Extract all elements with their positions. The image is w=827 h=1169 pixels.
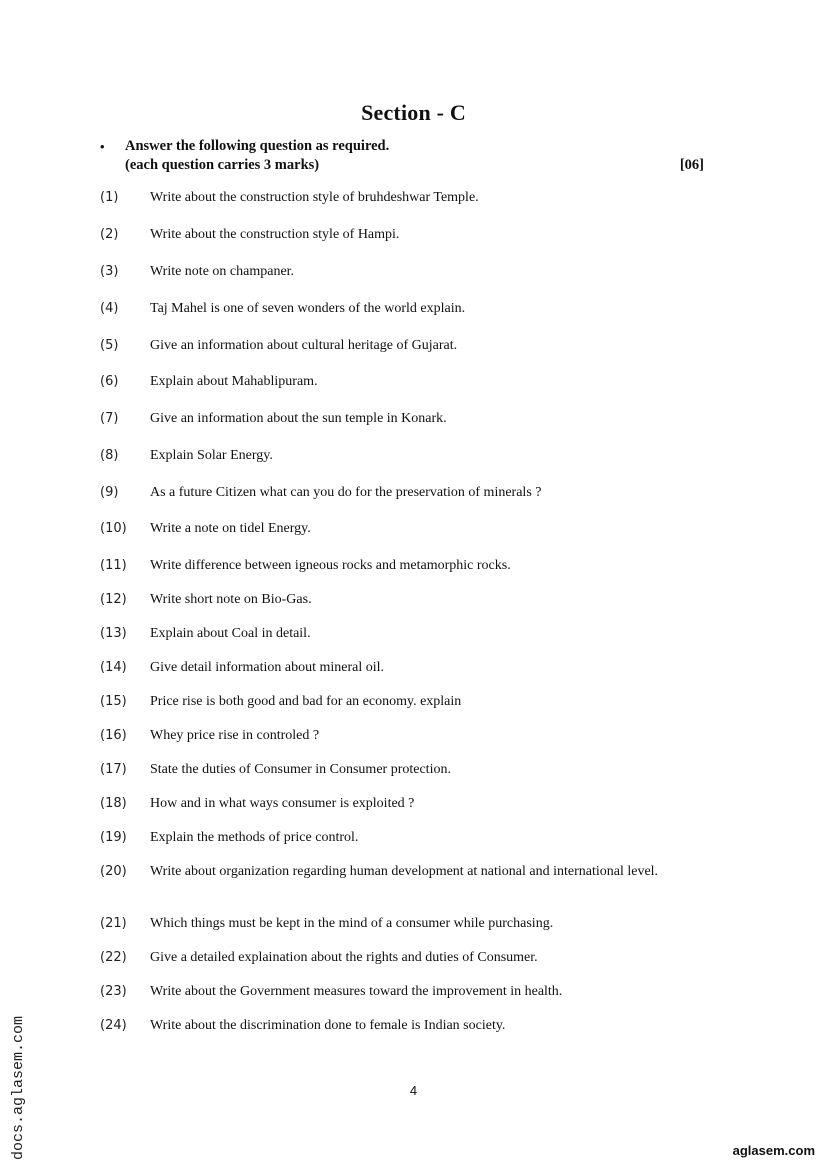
question-6 [100,371,728,392]
question-text: Write about the construction style of Hampi. [150,227,400,242]
question-text: Explain Solar Energy. [150,448,273,463]
question-number: (19) [100,830,127,845]
question-number: (20) [100,864,127,879]
question-number: (9) [100,485,119,500]
question-4 [100,298,728,319]
question-text: Give detail information about mineral oil. [150,660,385,675]
question-text: Write difference between igneous rocks and metamorphic rocks. [150,558,511,573]
question-number: (12) [100,592,127,607]
question-text: As a future Citizen what can you do for the preservation of minerals ? [150,485,542,500]
question-text: Whey price rise in controled ? [150,728,320,743]
question-13 [100,623,728,644]
question-number: (10) [100,521,127,536]
question-1 [100,187,728,208]
question-text: Write about the discrimination done to female is Indian society. [150,1018,506,1033]
question-5 [100,335,728,356]
question-number: (7) [100,411,119,426]
question-18 [100,793,728,814]
question-9 [100,482,728,503]
question-text: Write about the Government measures toward the improvement in health. [150,984,563,999]
question-3 [100,261,728,282]
instruction-line-2: (each question carries 3 marks) [125,157,320,173]
question-number: (6) [100,374,119,389]
question-number: (2) [100,227,119,242]
question-number: (18) [100,796,127,811]
question-text: How and in what ways consumer is exploited ? [150,796,415,811]
question-text: Give a detailed explaination about the rights and duties of Consumer. [150,950,538,965]
question-2 [100,224,728,245]
question-number: (17) [100,762,127,777]
bullet-icon: • [100,139,105,154]
question-19 [100,827,728,848]
question-text: Write short note on Bio-Gas. [150,592,312,607]
question-20 [100,861,728,882]
question-21 [100,913,728,934]
page-number: 4 [409,1083,418,1098]
question-23 [100,981,728,1002]
question-text: Explain about Coal in detail. [150,626,311,641]
question-15 [100,691,728,712]
question-text: Explain the methods of price control. [150,830,359,845]
question-text: Write note on champaner. [150,264,295,279]
question-10 [100,518,728,539]
question-text: Taj Mahel is one of seven wonders of the world explain. [150,301,466,316]
question-number: (8) [100,448,119,463]
question-text: Which things must be kept in the mind of a consumer while purchasing. [150,916,554,931]
question-text: Write a note on tidel Energy. [150,521,311,536]
section-marks: [06] [679,157,704,173]
bottom-watermark: aglasem.com [732,1143,815,1158]
question-number: (4) [100,301,119,316]
question-number: (5) [100,338,119,353]
question-number: (11) [100,558,127,573]
question-text: Price rise is both good and bad for an economy. explain [150,694,462,709]
question-number: (24) [100,1018,127,1033]
question-number: (16) [100,728,127,743]
question-24 [100,1015,728,1036]
question-8 [100,445,728,466]
question-7 [100,408,728,429]
question-number: (14) [100,660,127,675]
question-number: (13) [100,626,127,641]
question-number: (23) [100,984,127,999]
question-11 [100,555,728,576]
question-number: (22) [100,950,127,965]
question-22 [100,947,728,968]
question-text: Explain about Mahablipuram. [150,374,318,389]
question-text: Write about organization regarding human development at national and international level. [150,864,659,879]
side-watermark: docs.aglasem.com [10,1015,27,1160]
question-14 [100,657,728,678]
section-title: Section - C [361,100,466,125]
question-number: (15) [100,694,127,709]
question-text: Give an information about the sun temple in Konark. [150,411,447,426]
question-number: (3) [100,264,119,279]
instruction-line-1: Answer the following question as required. [125,138,390,154]
question-16 [100,725,728,746]
question-text: State the duties of Consumer in Consumer protection. [150,762,451,777]
question-17 [100,759,728,780]
question-number: (1) [100,190,119,205]
question-number: (21) [100,916,127,931]
question-12 [100,589,728,610]
question-text: Write about the construction style of bruhdeshwar Temple. [150,190,479,205]
question-text: Give an information about cultural heritage of Gujarat. [150,338,458,353]
